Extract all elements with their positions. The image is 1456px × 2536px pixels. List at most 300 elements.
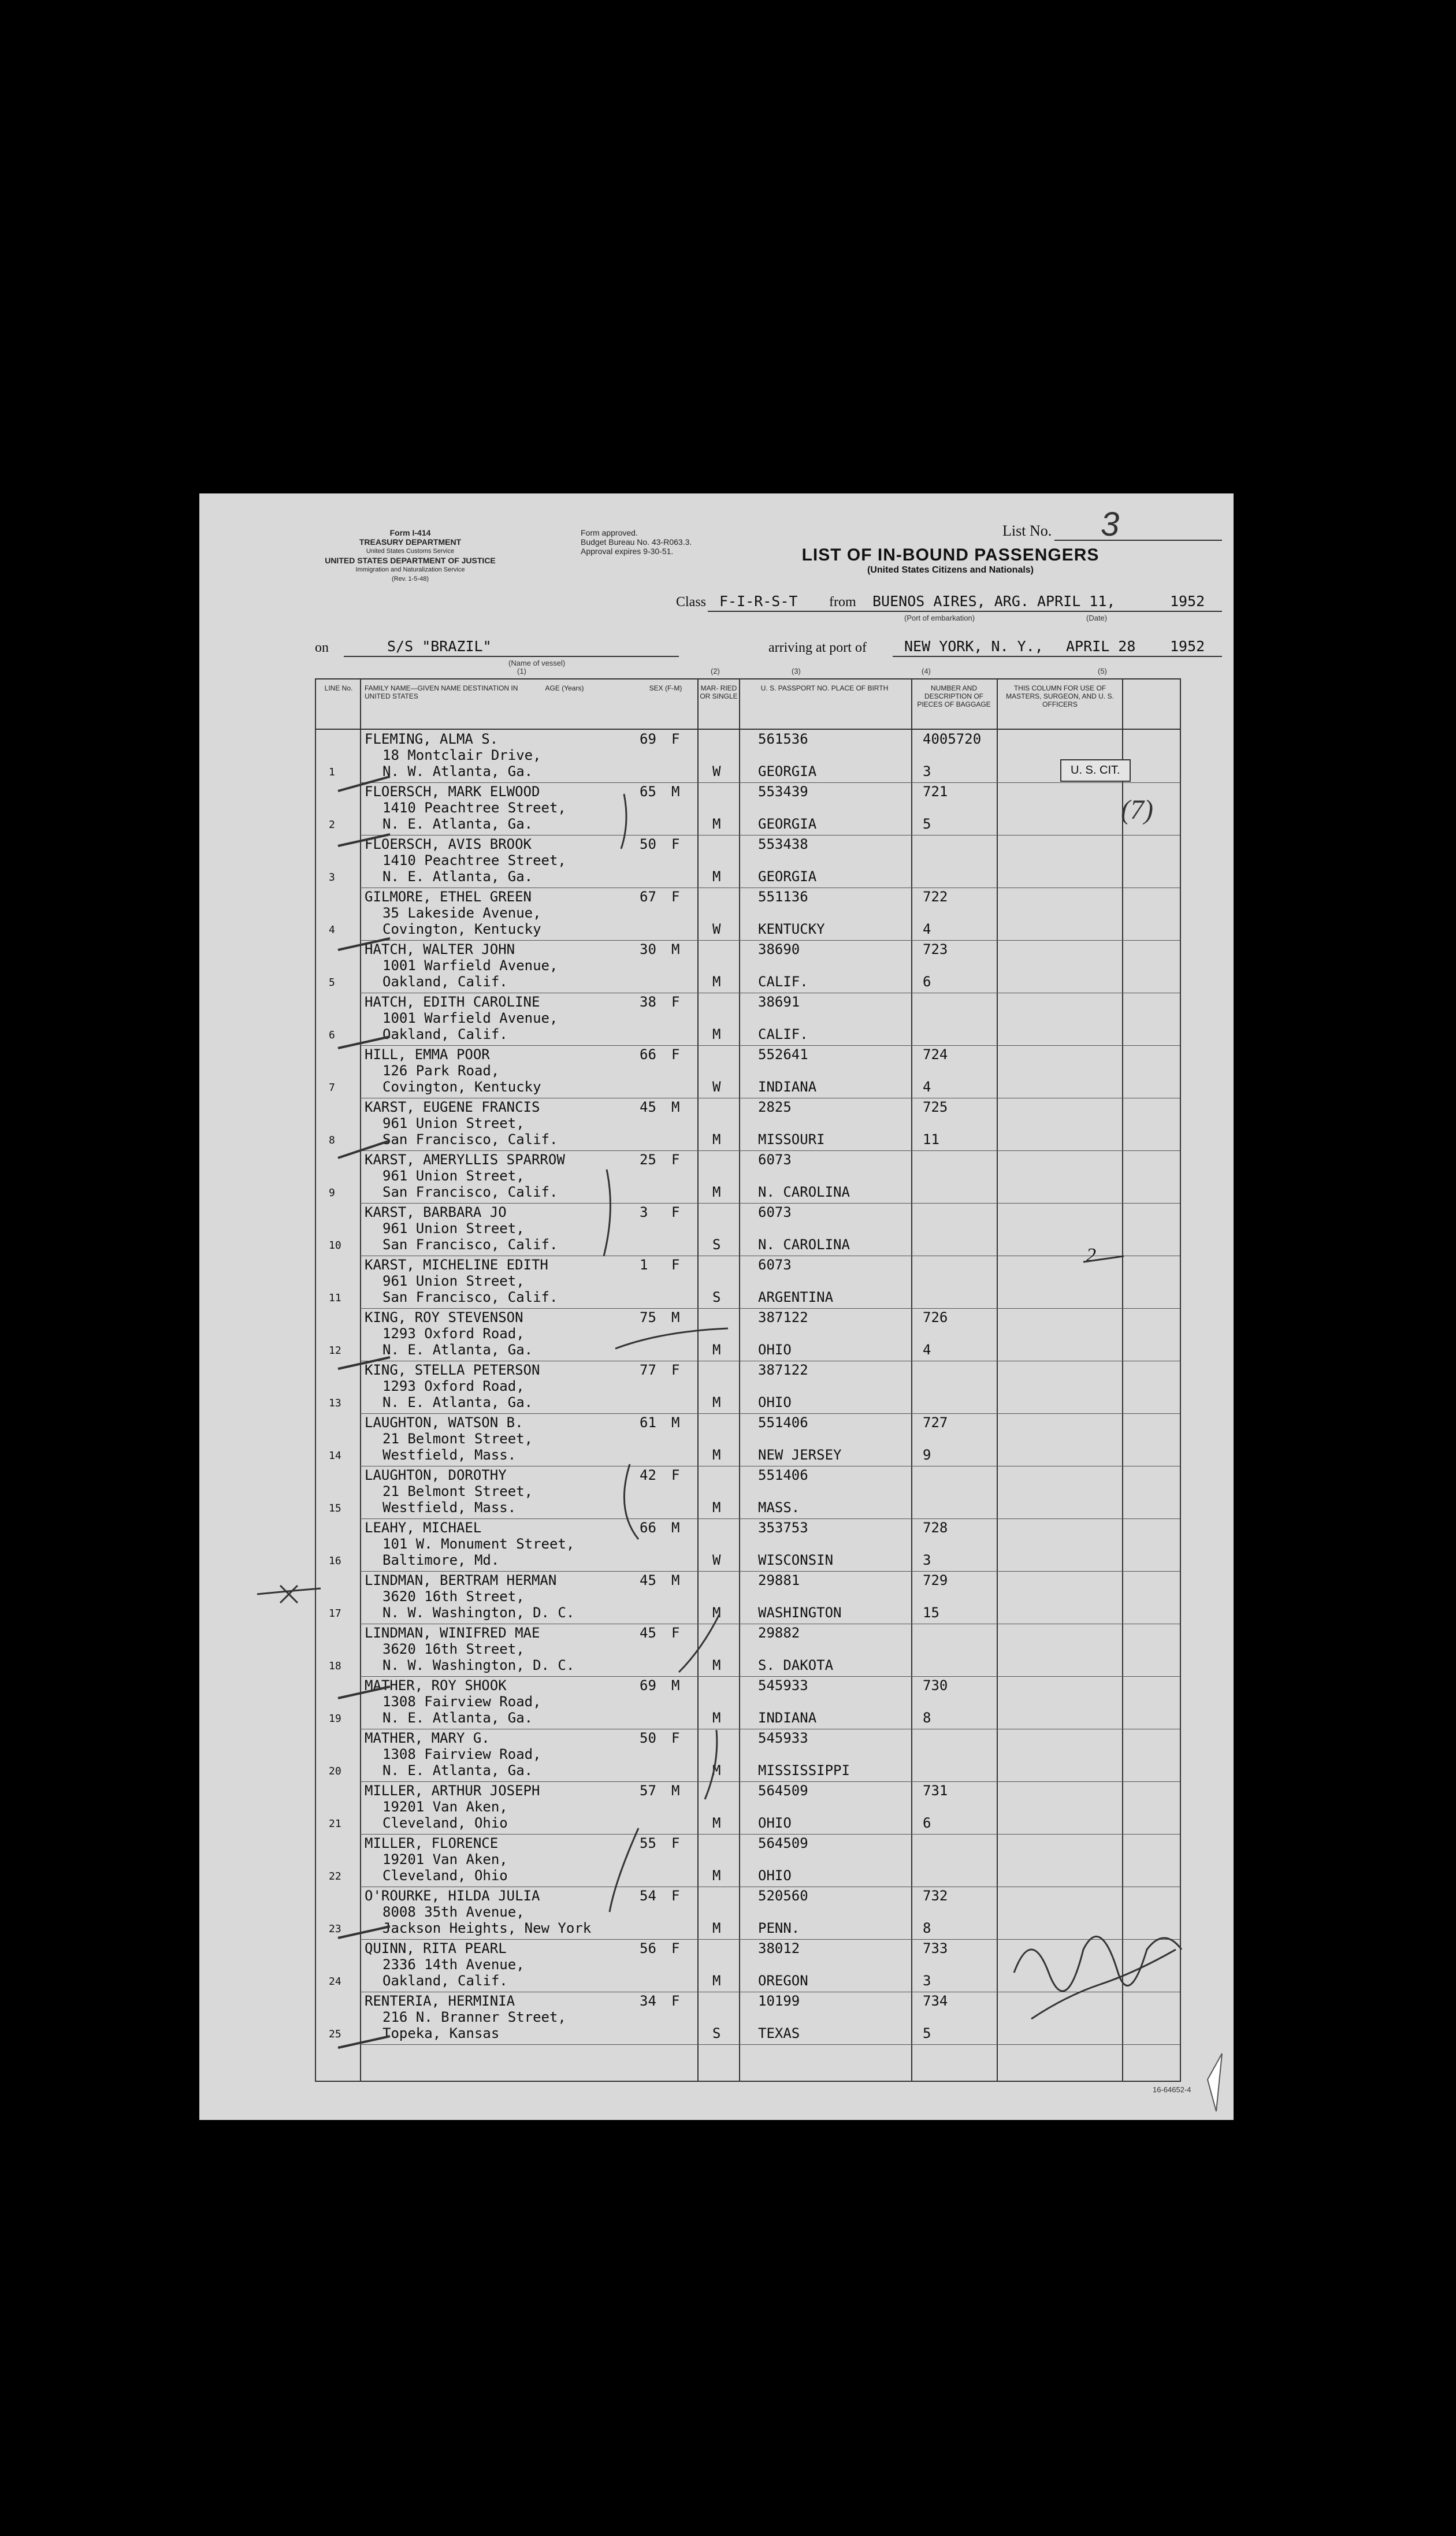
from-label: from: [829, 595, 856, 610]
place-of-birth: GEORGIA: [758, 763, 817, 779]
passenger-table: [315, 678, 1181, 2082]
baggage-pieces: 15: [923, 1605, 939, 1621]
address-line-1: 19201 Van Aken,: [382, 1851, 508, 1867]
place-of-birth: INDIANA: [758, 1079, 817, 1095]
passenger-name: FLOERSCH, MARK ELWOOD: [365, 784, 540, 800]
baggage-pieces: 4: [923, 1079, 931, 1095]
age: 77: [640, 1362, 656, 1378]
passenger-name: LAUGHTON, WATSON B.: [365, 1414, 523, 1431]
passport-no: 387122: [758, 1362, 808, 1378]
line-no: 14: [329, 1450, 341, 1462]
address-line-2: N. E. Atlanta, Ga.: [382, 1394, 533, 1410]
age: 75: [640, 1309, 656, 1325]
place-of-birth: OHIO: [758, 1815, 792, 1831]
class-underline: [708, 611, 1222, 612]
address-line-2: Cleveland, Ohio: [382, 1867, 508, 1884]
header-married: MAR- RIED OR SINGLE: [700, 684, 738, 700]
address-line-1: 1001 Warfield Avenue,: [382, 957, 558, 974]
passport-no: 38012: [758, 1940, 800, 1956]
depart-year: 1952: [1170, 593, 1205, 610]
marital-status: M: [712, 868, 721, 885]
sex: F: [671, 1888, 680, 1904]
place-of-birth: CALIF.: [758, 974, 808, 990]
passport-no: 551406: [758, 1467, 808, 1483]
age: 30: [640, 941, 656, 957]
line-no: 3: [329, 871, 335, 883]
address-line-1: 3620 16th Street,: [382, 1588, 525, 1605]
baggage-no: 732: [923, 1888, 948, 1904]
sex: F: [671, 1467, 680, 1483]
address-line-1: 1410 Peachtree Street,: [382, 800, 566, 816]
marital-status: M: [712, 1131, 721, 1148]
passport-no: 6073: [758, 1152, 792, 1168]
passport-no: 545933: [758, 1677, 808, 1694]
age: 56: [640, 1940, 656, 1956]
age: 69: [640, 731, 656, 747]
passport-no: 2825: [758, 1099, 792, 1115]
passenger-name: FLEMING, ALMA S.: [365, 731, 499, 747]
passport-no: 353753: [758, 1520, 808, 1536]
baggage-pieces: 6: [923, 1815, 931, 1831]
place-of-birth: CALIF.: [758, 1026, 808, 1042]
passport-no: 553439: [758, 784, 808, 800]
line-no: 25: [329, 2028, 341, 2040]
address-line-2: N. W. Washington, D. C.: [382, 1605, 575, 1621]
passenger-name: LINDMAN, BERTRAM HERMAN: [365, 1572, 557, 1588]
baggage-no: 729: [923, 1572, 948, 1588]
place-of-birth: S. DAKOTA: [758, 1657, 834, 1673]
address-line-2: San Francisco, Calif.: [382, 1131, 558, 1148]
approval-line-3: Approval expires 9-30-51.: [581, 547, 674, 556]
passport-no: 551136: [758, 889, 808, 905]
place-of-birth: GEORGIA: [758, 816, 817, 832]
age: 67: [640, 889, 656, 905]
passport-no: 6073: [758, 1204, 792, 1220]
line-no: 18: [329, 1660, 341, 1672]
passenger-name: MILLER, FLORENCE: [365, 1835, 499, 1851]
age: 66: [640, 1520, 656, 1536]
address-line-2: Oakland, Calif.: [382, 974, 508, 990]
baggage-no: 4005720: [923, 731, 982, 747]
address-line-1: 126 Park Road,: [382, 1063, 500, 1079]
marital-status: M: [712, 1184, 721, 1200]
baggage-no: 723: [923, 941, 948, 957]
table-row: [316, 993, 1180, 1046]
marital-status: M: [712, 1447, 721, 1463]
age: 54: [640, 1888, 656, 1904]
address-line-2: Oakland, Calif.: [382, 1973, 508, 1989]
line-no: 1: [329, 766, 335, 778]
line-no: 19: [329, 1713, 341, 1725]
line-no: 23: [329, 1923, 341, 1935]
list-no-underline: [1054, 540, 1222, 541]
sex: M: [671, 1783, 680, 1799]
address-line-2: Westfield, Mass.: [382, 1447, 517, 1463]
agency-block: [315, 528, 506, 584]
table-row: [316, 1782, 1180, 1835]
marital-status: M: [712, 1499, 721, 1516]
place-of-birth: N. CAROLINA: [758, 1184, 850, 1200]
sex: F: [671, 1835, 680, 1851]
table-row: [316, 1309, 1180, 1361]
baggage-pieces: 9: [923, 1447, 931, 1463]
sex: F: [671, 1362, 680, 1378]
age: 45: [640, 1625, 656, 1641]
baggage-pieces: 4: [923, 1342, 931, 1358]
table-row: [316, 1151, 1180, 1204]
form-title-block: [783, 545, 1118, 575]
age: 66: [640, 1046, 656, 1063]
address-line-2: Jackson Heights, New York: [382, 1920, 592, 1936]
address-line-1: 216 N. Branner Street,: [382, 2009, 566, 2025]
address-line-1: 19201 Van Aken,: [382, 1799, 508, 1815]
sex: M: [671, 1309, 680, 1325]
header-age: AGE (Years): [545, 684, 584, 692]
baggage-pieces: 5: [923, 2025, 931, 2041]
class-label: Class: [676, 595, 707, 610]
marital-status: M: [712, 1394, 721, 1410]
address-line-1: 1308 Fairview Road,: [382, 1694, 541, 1710]
passenger-name: MATHER, MARY G.: [365, 1730, 490, 1746]
line-no: 15: [329, 1502, 341, 1514]
address-line-2: N. E. Atlanta, Ga.: [382, 1710, 533, 1726]
passenger-name: LINDMAN, WINIFRED MAE: [365, 1625, 540, 1641]
address-line-1: 1001 Warfield Avenue,: [382, 1010, 558, 1026]
line-no: 8: [329, 1134, 335, 1146]
sex: F: [671, 731, 680, 747]
passenger-name: MILLER, ARTHUR JOSEPH: [365, 1783, 540, 1799]
marital-status: M: [712, 1342, 721, 1358]
sex: F: [671, 1046, 680, 1063]
on-label: on: [315, 640, 329, 655]
address-line-1: 961 Union Street,: [382, 1273, 525, 1289]
baggage-pieces: 11: [923, 1131, 939, 1148]
place-of-birth: N. CAROLINA: [758, 1237, 850, 1253]
arriving-label: arriving at port of: [768, 640, 867, 655]
address-line-2: N. E. Atlanta, Ga.: [382, 868, 533, 885]
line-no: 22: [329, 1870, 341, 1882]
address-line-2: Oakland, Calif.: [382, 1026, 508, 1042]
table-row: [316, 1466, 1180, 1519]
passenger-name: KARST, MICHELINE EDITH: [365, 1257, 548, 1273]
sex: M: [671, 1572, 680, 1588]
line-no: 5: [329, 976, 335, 989]
baggage-no: 728: [923, 1520, 948, 1536]
date-sub: (Date): [1086, 614, 1108, 622]
row-divider: [360, 2044, 1180, 2045]
baggage-no: 724: [923, 1046, 948, 1063]
passport-no: 10199: [758, 1993, 800, 2009]
age: 69: [640, 1677, 656, 1694]
age: 42: [640, 1467, 656, 1483]
address-line-1: 1293 Oxford Road,: [382, 1378, 525, 1394]
arrival-port: NEW YORK, N. Y.,: [904, 638, 1043, 655]
table-row: [316, 1835, 1180, 1887]
vessel-underline: [344, 656, 679, 657]
place-of-birth: MISSISSIPPI: [758, 1762, 850, 1778]
sex: M: [671, 1099, 680, 1115]
table-row: [316, 730, 1180, 783]
address-line-1: 8008 35th Avenue,: [382, 1904, 525, 1920]
marital-status: M: [712, 1867, 721, 1884]
baggage-pieces: 3: [923, 1552, 931, 1568]
class-value: F-I-R-S-T: [719, 593, 798, 610]
line-no: 7: [329, 1082, 335, 1094]
marital-status: M: [712, 1710, 721, 1726]
baggage-pieces: 6: [923, 974, 931, 990]
address-line-2: N. W. Washington, D. C.: [382, 1657, 575, 1673]
address-line-2: N. W. Atlanta, Ga.: [382, 763, 533, 779]
line-no: 9: [329, 1187, 335, 1199]
sex: F: [671, 1152, 680, 1168]
col-num-3: (3): [792, 667, 801, 675]
marital-status: S: [712, 2025, 721, 2041]
sex: F: [671, 1730, 680, 1746]
handwritten-note-2: 2: [1086, 1245, 1096, 1266]
arrival-year: 1952: [1170, 638, 1205, 655]
passenger-name: KARST, BARBARA JO: [365, 1204, 507, 1220]
line-no: 17: [329, 1607, 341, 1620]
table-row: [316, 1414, 1180, 1466]
marital-status: W: [712, 1079, 721, 1095]
passport-no: 38690: [758, 941, 800, 957]
passport-no: 564509: [758, 1835, 808, 1851]
line-no: 6: [329, 1029, 335, 1041]
marital-status: W: [712, 921, 721, 937]
agency-customs: United States Customs Service: [366, 548, 455, 555]
table-row: [316, 1624, 1180, 1677]
table-row: [316, 1204, 1180, 1256]
agency-justice: UNITED STATES DEPARTMENT OF JUSTICE: [325, 556, 496, 565]
passport-no: 29882: [758, 1625, 800, 1641]
col-num-2: (2): [711, 667, 720, 675]
header-divider: [316, 729, 1180, 730]
footer-code: 16-64652-4: [1153, 2085, 1191, 2094]
line-no: 10: [329, 1239, 341, 1252]
passenger-name: KING, STELLA PETERSON: [365, 1362, 540, 1378]
address-line-1: 2336 14th Avenue,: [382, 1956, 525, 1973]
address-line-2: Cleveland, Ohio: [382, 1815, 508, 1831]
line-no: 13: [329, 1397, 341, 1409]
passenger-name: GILMORE, ETHEL GREEN: [365, 889, 532, 905]
us-citizen-stamp: U. S. CIT.: [1060, 759, 1131, 782]
address-line-2: Baltimore, Md.: [382, 1552, 500, 1568]
line-no: 2: [329, 819, 335, 831]
address-line-1: 21 Belmont Street,: [382, 1483, 533, 1499]
passenger-name: LAUGHTON, DOROTHY: [365, 1467, 507, 1483]
marital-status: M: [712, 1762, 721, 1778]
vessel-sub: (Name of vessel): [508, 659, 566, 667]
address-line-2: San Francisco, Calif.: [382, 1237, 558, 1253]
age: 45: [640, 1099, 656, 1115]
sex: F: [671, 994, 680, 1010]
baggage-no: 721: [923, 784, 948, 800]
table-row: [316, 1046, 1180, 1098]
address-line-1: 35 Lakeside Avenue,: [382, 905, 541, 921]
col-num-5: (5): [1098, 667, 1107, 675]
table-row: [316, 1256, 1180, 1309]
header-officers: THIS COLUMN FOR USE OF MASTERS, SURGEON, AND U. S. OFFICERS: [1006, 684, 1114, 708]
marital-status: M: [712, 1657, 721, 1673]
from-sub: (Port of embarkation): [904, 614, 975, 622]
age: 3: [640, 1204, 648, 1220]
header-baggage: NUMBER AND DESCRIPTION OF PIECES OF BAGGAGE: [917, 684, 991, 708]
baggage-no: 726: [923, 1309, 948, 1325]
manifest-page: [199, 493, 1234, 2120]
passport-no: 29881: [758, 1572, 800, 1588]
address-line-1: 3620 16th Street,: [382, 1641, 525, 1657]
table-row: [316, 1887, 1180, 1940]
baggage-no: 734: [923, 1993, 948, 2009]
age: 50: [640, 1730, 656, 1746]
table-row: [316, 1729, 1180, 1782]
age: 1: [640, 1257, 648, 1273]
header-sex: SEX (F-M): [649, 684, 682, 692]
baggage-no: 730: [923, 1677, 948, 1694]
line-no: 4: [329, 924, 335, 936]
table-row: [316, 1098, 1180, 1151]
col-num-1: (1): [517, 667, 526, 675]
passenger-name: KING, ROY STEVENSON: [365, 1309, 523, 1325]
marital-status: M: [712, 1920, 721, 1936]
passport-no: 553438: [758, 836, 808, 852]
baggage-no: 725: [923, 1099, 948, 1115]
marital-status: W: [712, 1552, 721, 1568]
age: 65: [640, 784, 656, 800]
age: 61: [640, 1414, 656, 1431]
sex: F: [671, 1204, 680, 1220]
address-line-2: N. E. Atlanta, Ga.: [382, 1762, 533, 1778]
place-of-birth: NEW JERSEY: [758, 1447, 842, 1463]
passport-no: 551406: [758, 1414, 808, 1431]
line-no: 11: [329, 1292, 341, 1304]
sex: M: [671, 1677, 680, 1694]
passenger-name: HATCH, EDITH CAROLINE: [365, 994, 540, 1010]
address-line-2: Covington, Kentucky: [382, 921, 541, 937]
place-of-birth: WISCONSIN: [758, 1552, 834, 1568]
passport-no: 387122: [758, 1309, 808, 1325]
table-row: [316, 1677, 1180, 1729]
marital-status: M: [712, 816, 721, 832]
baggage-no: 733: [923, 1940, 948, 1956]
list-no-label: List No.: [1002, 522, 1052, 539]
form-title: LIST OF IN-BOUND PASSENGERS: [801, 545, 1100, 565]
form-id: Form I-414: [389, 528, 431, 537]
sex: F: [671, 1625, 680, 1641]
address-line-1: 961 Union Street,: [382, 1115, 525, 1131]
sex: M: [671, 1520, 680, 1536]
baggage-pieces: 3: [923, 763, 931, 779]
passport-no: 545933: [758, 1730, 808, 1746]
place-of-birth: OHIO: [758, 1394, 792, 1410]
address-line-2: San Francisco, Calif.: [382, 1184, 558, 1200]
sex: F: [671, 1993, 680, 2009]
place-of-birth: OHIO: [758, 1342, 792, 1358]
table-row: [316, 1361, 1180, 1414]
age: 25: [640, 1152, 656, 1168]
line-no: 12: [329, 1345, 341, 1357]
passenger-name: HILL, EMMA POOR: [365, 1046, 490, 1063]
sex: F: [671, 889, 680, 905]
address-line-2: Covington, Kentucky: [382, 1079, 541, 1095]
sex: M: [671, 1414, 680, 1431]
agency-treasury: TREASURY DEPARTMENT: [359, 537, 462, 547]
handwritten-note-7: (7): [1121, 794, 1153, 825]
place-of-birth: WASHINGTON: [758, 1605, 842, 1621]
address-line-2: N. E. Atlanta, Ga.: [382, 816, 533, 832]
approval-block: [581, 528, 692, 556]
marital-status: M: [712, 1973, 721, 1989]
age: 38: [640, 994, 656, 1010]
line-no: 20: [329, 1765, 341, 1777]
marital-status: M: [712, 974, 721, 990]
address-line-1: 961 Union Street,: [382, 1168, 525, 1184]
form-revision: (Rev. 1-5-48): [392, 575, 429, 582]
address-line-2: N. E. Atlanta, Ga.: [382, 1342, 533, 1358]
address-line-1: 21 Belmont Street,: [382, 1431, 533, 1447]
marital-status: M: [712, 1605, 721, 1621]
address-line-2: San Francisco, Calif.: [382, 1289, 558, 1305]
address-line-1: 1410 Peachtree Street,: [382, 852, 566, 868]
baggage-no: 722: [923, 889, 948, 905]
passenger-name: LEAHY, MICHAEL: [365, 1520, 482, 1536]
passenger-name: FLOERSCH, AVIS BROOK: [365, 836, 532, 852]
passport-no: 6073: [758, 1257, 792, 1273]
table-row: [316, 941, 1180, 993]
depart-date: APRIL 11,: [1037, 593, 1116, 610]
passport-no: 520560: [758, 1888, 808, 1904]
agency-ins: Immigration and Naturalization Service: [355, 566, 465, 573]
passenger-name: HATCH, WALTER JOHN: [365, 941, 515, 957]
baggage-pieces: 5: [923, 816, 931, 832]
marital-status: W: [712, 763, 721, 779]
sex: M: [671, 784, 680, 800]
passenger-name: RENTERIA, HERMINIA: [365, 1993, 515, 2009]
address-line-2: Westfield, Mass.: [382, 1499, 517, 1516]
passenger-name: QUINN, RITA PEARL: [365, 1940, 507, 1956]
table-row: [316, 1992, 1180, 2045]
address-line-1: 961 Union Street,: [382, 1220, 525, 1237]
baggage-pieces: 4: [923, 921, 931, 937]
passport-no: 552641: [758, 1046, 808, 1063]
arrival-date: APRIL 28: [1066, 638, 1136, 655]
col-num-4: (4): [922, 667, 931, 675]
address-line-1: 18 Montclair Drive,: [382, 747, 541, 763]
baggage-no: 731: [923, 1783, 948, 1799]
baggage-pieces: 8: [923, 1710, 931, 1726]
place-of-birth: OREGON: [758, 1973, 808, 1989]
form-subtitle: (United States Citizens and Nationals): [867, 565, 1034, 575]
table-row: [316, 836, 1180, 888]
address-line-1: 101 W. Monument Street,: [382, 1536, 575, 1552]
arrival-underline: [893, 656, 1222, 657]
list-no-value: 3: [1101, 506, 1120, 543]
marital-status: M: [712, 1815, 721, 1831]
age: 50: [640, 836, 656, 852]
sex: F: [671, 1940, 680, 1956]
passenger-name: KARST, AMERYLLIS SPARROW: [365, 1152, 565, 1168]
address-line-1: 1308 Fairview Road,: [382, 1746, 541, 1762]
age: 45: [640, 1572, 656, 1588]
age: 57: [640, 1783, 656, 1799]
table-row: [316, 783, 1180, 836]
place-of-birth: INDIANA: [758, 1710, 817, 1726]
line-no: 16: [329, 1555, 341, 1567]
address-line-1: 1293 Oxford Road,: [382, 1325, 525, 1342]
passport-no: 561536: [758, 731, 808, 747]
marital-status: S: [712, 1289, 721, 1305]
place-of-birth: ARGENTINA: [758, 1289, 834, 1305]
